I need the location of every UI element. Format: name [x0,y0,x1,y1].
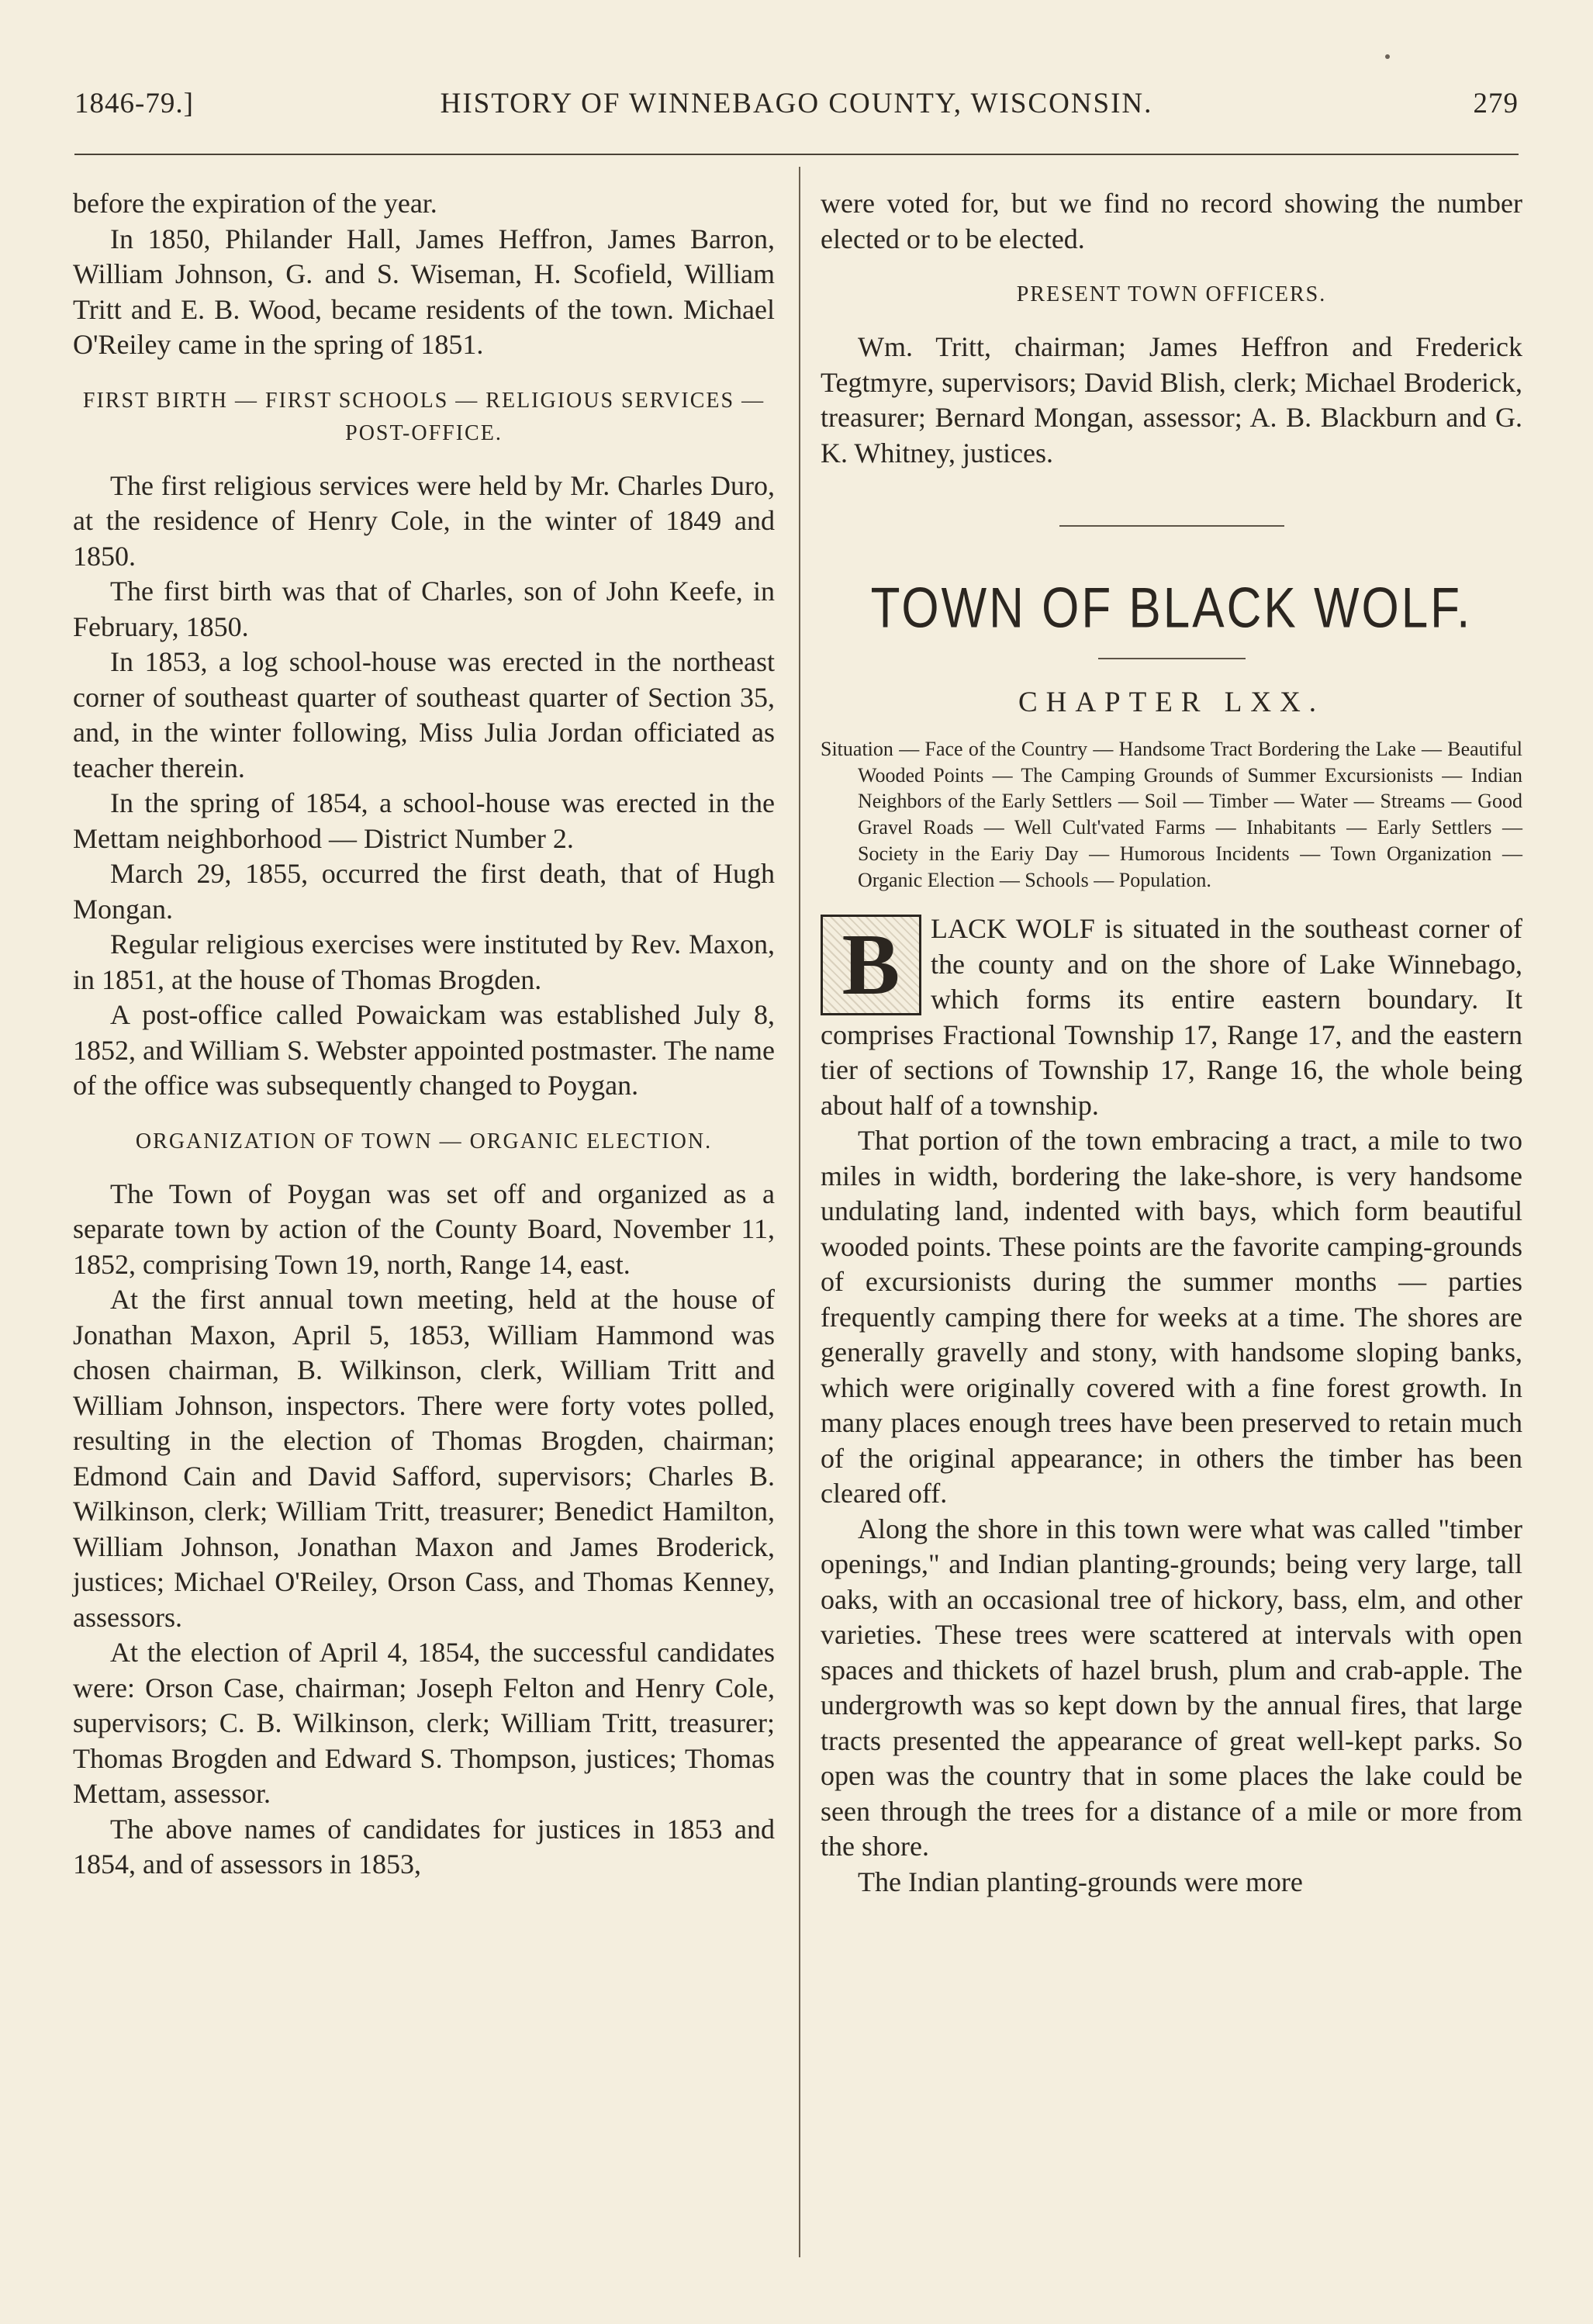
paragraph: The first religious services were held by Mr. Charles Duro, at the residence of Henry Cole, in the winter of 1849 and 1850. [73,469,775,572]
section-heading: PRESENT TOWN OFFICERS. [1016,282,1327,306]
header-date-range: 1846-79.] [74,88,194,119]
paragraph: The above names of candidates for justices in 1853 and 1854, and of assessors in 1853, [73,1813,775,1880]
section-heading: ORGANIZATION OF TOWN — ORGANIC ELECTION. [135,1129,713,1153]
paragraph: LACK WOLF is situated in the southeast corner of the county and on the shore of Lake Winnebago, which forms its entire eastern boundary. It comprises Fractional Township 17, Range 17, and the eastern tier of sections of Township 17, Range 16, the whole being about half of a township. [821,913,1522,1121]
paragraph: At the first annual town meeting, held at the house of Jonathan Maxon, April 5, 1853, William Hammond was chosen chairman, B. Wilkinson, clerk, William Tritt and William Johnson, inspectors. There were forty votes polled, resulting in the election of Thomas Brogden, chairman; Edmond Cain and David Safford, supervisors; Charles B. Wilkinson, clerk; William Tritt, treasurer; Benedict Hamilton, William Johnson, Jonathan Maxon and James Broderick, justices; Michael O'Reiley, Orson Cass, and Thomas Kenney, assessors. [73,1284,775,1633]
paragraph: Regular religious exercises were instituted by Rev. Maxon, in 1851, at the house of Thomas Brogden. [73,929,775,995]
opening-paragraph [821,911,1522,1123]
column-divider [799,167,800,2257]
paragraph: In 1853, a log school-house was erected in the northeast corner of southeast quarter of southeast quarter of Section 35, and, in the winter following, Miss Julia Jordan officiated as teacher therein. [73,646,775,783]
paragraph: A post-office called Powaickam was established July 8, 1852, and William S. Webster appointed postmaster. The name of the office was subsequently changed to Poygan. [73,999,775,1101]
paragraph: In 1850, Philander Hall, James Heffron, James Barron, William Johnson, G. and S. Wiseman, H. Scofield, William Tritt and E. B. Wood, became residents of the town. Michael O'Reiley came in the spring of 1851. [73,223,775,360]
paragraph: At the election of April 4, 1854, the successful candidates were: Orson Case, chairman; Joseph Felton and Henry Cole, supervisors; C. B. Wilkinson, clerk; William Tritt, treasurer; Thomas Brogden and Edward S. Thompson, justices; Thomas Mettam, assessor. [73,1637,775,1809]
paragraph: The Town of Poygan was set off and organized as a separate town by action of the County Board, November 11, 1852, comprising Town 19, north, Range 14, east. [73,1178,775,1280]
chapter-heading: CHAPTER LXX. [1018,686,1325,718]
paragraph: before the expiration of the year. [73,188,437,219]
title-rule [1098,658,1246,659]
running-header [74,81,1519,127]
section-heading: FIRST BIRTH — FIRST SCHOOLS — RELIGIOUS SERVICES — POST-OFFICE. [82,388,765,445]
header-title: HISTORY OF WINNEBAGO COUNTY, WISCONSIN. [440,88,1153,119]
paragraph: In the spring of 1854, a school-house was erected in the Mettam neighborhood — District Number 2. [73,787,775,854]
left-column [73,186,775,1883]
right-column [821,186,1522,1900]
ink-speck [1385,54,1390,59]
town-title: TOWN OF BLACK WOLF. [870,576,1473,641]
ornamental-drop-cap: B [821,915,921,1015]
paragraph: That portion of the town embracing a tract, a mile to two miles in width, bordering the lake-shore, is very handsome undulating land, indented with bays, which form beautiful wooded points. These points are the favorite camping-grounds of excursionists during the summer months — parties frequently camping there for weeks at a time. The shores are generally gravelly and stony, with handsome sloping banks, which were originally covered with a fine forest growth. In many places enough trees have been preserved to retain much of the original appearance; in others the timber has been cleared off. [821,1125,1522,1510]
chapter-synopsis: Situation — Face of the Country — Handsome Tract Bordering the Lake — Beautiful Wooded Points — The Camping Grounds of Summer Excursionists — Indian Neighbors of the Early Settlers — Soil — Timber — Water — Streams — Good Gravel Roads — Well Cult'vated Farms — Inhabitants — Early Settlers — Society in the Eariy Day — Humorous Incidents — Town Organization — Organic Election — Schools — Population. [821,738,1522,891]
section-separator [1059,525,1284,527]
page-number: 279 [1473,88,1519,119]
paragraph: were voted for, but we find no record showing the number elected or to be elected. [821,188,1522,254]
paragraph: March 29, 1855, occurred the first death, that of Hugh Mongan. [73,858,775,925]
paragraph: Wm. Tritt, chairman; James Heffron and Frederick Tegtmyre, supervisors; David Blish, clerk; Michael Broderick, treasurer; Bernard Mongan, assessor; A. B. Blackburn and G. K. Whitney, justices. [821,331,1522,469]
paragraph: The first birth was that of Charles, son of John Keefe, in February, 1850. [73,576,775,642]
header-rule [74,154,1519,155]
paragraph: The Indian planting-grounds were more [858,1866,1303,1897]
paragraph: Along the shore in this town were what was called "timber openings," and Indian planting-grounds; being very large, tall oaks, with an occasional tree of hickory, bass, elm, and other varieties. These trees were scattered at intervals with open spaces and thickets of hazel brush, plum and crab-apple. The undergrowth was so kept down by the annual fires, that large tracts presented the appearance of great well-kept parks. So open was the country that in some places the lake could be seen through the trees for a distance of a mile or more from the shore. [821,1513,1522,1862]
